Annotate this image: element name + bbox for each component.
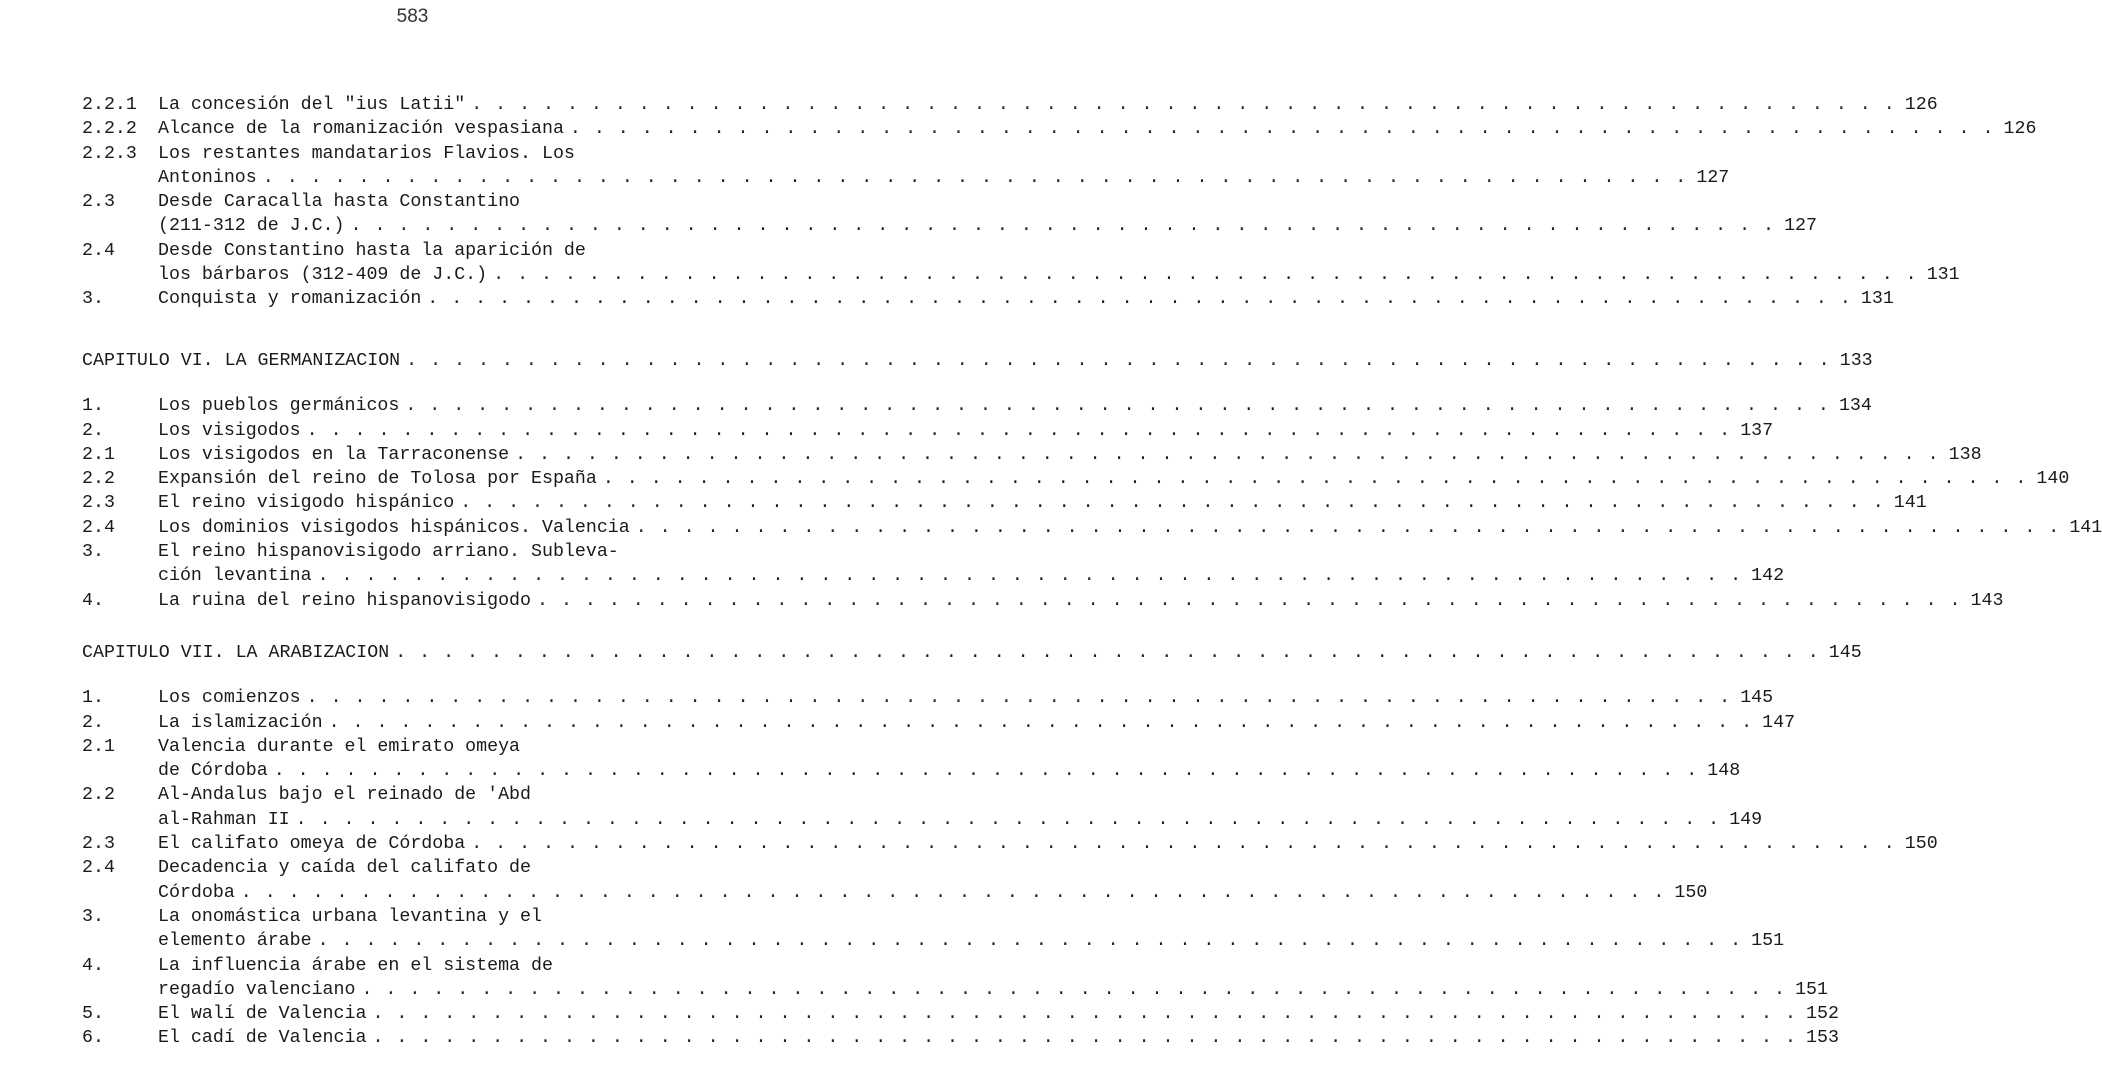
toc-line xyxy=(82,190,780,214)
entry-page: 143 xyxy=(1970,590,2004,611)
toc-line xyxy=(82,166,1730,190)
dot-leader: . . . . . . . . . . . . . . . . . . . . . . . . . . . . . . . . . . . . . . . . . . . . . . . . . . . . . . . . . . . . xyxy=(350,216,1775,237)
entry-number: 2.2 xyxy=(82,469,115,490)
entry-title: Decadencia y caída del califato de xyxy=(158,858,531,879)
entry-title: El cadí de Valencia xyxy=(158,1028,367,1049)
dot-leader: . . . . . . . . . . . . . . . . . . . . . . . . . . . . . . . . . . . . . . . . . . . . . . . . . . . . . . . . . . . . xyxy=(328,712,1754,733)
toc-line xyxy=(82,239,780,263)
dot-leader: . . . . . . . . . . . . . . . . . . . . . . . . . . . . . . . . . . . . . . . . . . . . . . . . . . . . . . . . . . . . xyxy=(635,517,2061,538)
toc-line xyxy=(82,759,1741,783)
toc-line xyxy=(82,263,1960,287)
entry-number: 2.2.3 xyxy=(82,143,137,164)
entry-page: 151 xyxy=(1751,931,1785,952)
entry-title: los bárbaros (312-409 de J.C.) xyxy=(158,265,488,286)
toc-entry xyxy=(82,287,1894,311)
entry-number: 2.2.1 xyxy=(82,95,137,115)
entry-title: La onomástica urbana levantina y el xyxy=(158,906,542,927)
entry-number: 2. xyxy=(82,420,104,441)
toc-section-germanization xyxy=(82,349,2102,613)
dot-leader: . . . . . . . . . . . . . . . . . . . . . . . . . . . . . . . . . . . . . . . . . . . . . . . . . . . . . . . . . . . . xyxy=(306,688,1732,709)
entry-title: Desde Caracalla hasta Constantino xyxy=(158,192,521,213)
toc-entry xyxy=(82,117,2037,141)
toc-line xyxy=(82,783,780,807)
entry-page: 150 xyxy=(1904,834,1938,855)
chapter-heading xyxy=(82,349,1873,373)
entry-title: Los visigodos en la Tarraconense xyxy=(158,444,510,465)
entry-number: 2.4 xyxy=(82,240,115,261)
entry-title: El reino hispanovisigodo arriano. Subleva- xyxy=(158,542,619,563)
entry-number: 2.1 xyxy=(82,444,115,465)
entry-title: Alcance de la romanización vespasiana xyxy=(158,119,564,140)
dot-leader: . . . . . . . . . . . . . . . . . . . . . . . . . . . . . . . . . . . . . . . . . . . . . . . . . . . . . . . . . . . . xyxy=(569,119,1995,140)
toc-entry xyxy=(82,1002,1839,1026)
toc-entry xyxy=(82,491,1927,515)
toc-line xyxy=(82,287,1894,311)
dot-leader: . . . . . . . . . . . . . . . . . . . . . . . . . . . . . . . . . . . . . . . . . . . . . . . . . . . . . . . . . . . . xyxy=(602,469,2028,490)
toc-entry xyxy=(82,142,1730,191)
entry-page: 138 xyxy=(1948,444,1982,465)
entry-page: 145 xyxy=(1828,643,1862,663)
entry-number: 2. xyxy=(82,712,104,733)
entry-title: El califato omeya de Córdoba xyxy=(158,834,466,855)
toc-line xyxy=(82,954,780,978)
entry-title: La ruina del reino hispanovisigodo xyxy=(158,590,531,611)
entry-title: Los visigodos xyxy=(158,420,301,441)
chapter-heading xyxy=(82,641,1862,665)
dot-leader: . . . . . . . . . . . . . . . . . . . . . . . . . . . . . . . . . . . . . . . . . . . . . . . . . . . . . . . . . . . . xyxy=(427,289,1852,310)
entry-page: 147 xyxy=(1762,712,1796,733)
toc-line xyxy=(82,142,780,166)
toc-line xyxy=(82,808,1763,832)
dot-leader: . . . . . . . . . . . . . . . . . . . . . . . . . . . . . . . . . . . . . . . . . . . . . . . . . . . . . . . . . . . . xyxy=(471,95,1896,115)
toc-line xyxy=(82,491,1927,515)
entry-title: al-Rahman II xyxy=(158,809,290,830)
entry-title: Antoninos xyxy=(158,167,257,188)
toc-entry xyxy=(82,589,2004,613)
entry-number: 2.4 xyxy=(82,517,115,538)
entry-title: Al-Andalus bajo el reinado de 'Abd xyxy=(158,785,531,806)
entry-page: 153 xyxy=(1806,1028,1839,1049)
entry-title: La influencia árabe en el sistema de xyxy=(158,955,553,976)
entry-page: 141 xyxy=(1893,493,1927,514)
toc-line xyxy=(82,881,1708,905)
entry-number: 2.4 xyxy=(82,858,115,879)
entry-number: 1. xyxy=(82,688,104,709)
toc-line xyxy=(82,686,1774,710)
entry-number: 3. xyxy=(82,906,104,927)
toc-line xyxy=(82,214,1817,238)
toc-line xyxy=(82,349,1873,373)
toc-line xyxy=(82,589,2004,613)
toc-line xyxy=(82,832,1938,856)
entry-page: 131 xyxy=(1860,289,1894,310)
entry-title: CAPITULO VII. LA ARABIZACION xyxy=(82,643,390,663)
dot-leader: . . . . . . . . . . . . . . . . . . . . . . . . . . . . . . . . . . . . . . . . . . . . . . . . . . . . . . . . . . . . xyxy=(537,590,1962,611)
dot-leader: . . . . . . . . . . . . . . . . . . . . . . . . . . . . . . . . . . . . . . . . . . . . . . . . . . . . . . . . . . . . xyxy=(262,167,1688,188)
entry-title: El reino visigodo hispánico xyxy=(158,493,455,514)
entry-number: 1. xyxy=(82,396,104,417)
toc-entry xyxy=(82,954,1828,1003)
entry-number: 6. xyxy=(82,1028,104,1049)
toc-line xyxy=(82,905,780,929)
toc-line xyxy=(82,540,780,564)
toc-entry xyxy=(82,467,2070,491)
entry-number: 2.2.2 xyxy=(82,119,137,140)
toc-entry xyxy=(82,540,1785,589)
dot-leader: . . . . . . . . . . . . . . . . . . . . . . . . . . . . . . . . . . . . . . . . . . . . . . . . . . . . . . . . . . . . xyxy=(395,643,1820,663)
toc-entry xyxy=(82,516,2102,540)
toc-line xyxy=(82,641,1862,665)
entry-number: 3. xyxy=(82,542,104,563)
entry-number: 4. xyxy=(82,955,104,976)
toc-entry xyxy=(82,783,1763,832)
entry-page: 134 xyxy=(1838,396,1872,417)
dot-leader: . . . . . . . . . . . . . . . . . . . . . . . . . . . . . . . . . . . . . . . . . . . . . . . . . . . . . . . . . . . . xyxy=(372,1028,1797,1049)
toc-entry xyxy=(82,1026,1839,1050)
dot-leader: . . . . . . . . . . . . . . . . . . . . . . . . . . . . . . . . . . . . . . . . . . . . . . . . . . . . . . . . . . . . xyxy=(460,493,1885,514)
toc-entry xyxy=(82,419,1774,443)
entry-title: El walí de Valencia xyxy=(158,1004,367,1025)
toc-line xyxy=(82,516,2102,540)
dot-leader: . . . . . . . . . . . . . . . . . . . . . . . . . . . . . . . . . . . . . . . . . . . . . . . . . . . . . . . . . . . . xyxy=(493,265,1918,286)
toc-entry xyxy=(82,443,1982,467)
entry-number: 2.3 xyxy=(82,192,115,213)
entry-title: Expansión del reino de Tolosa por España xyxy=(158,469,597,490)
toc-section-romanization xyxy=(82,93,2037,312)
toc-entry xyxy=(82,394,1872,418)
entry-number: 5. xyxy=(82,1004,104,1025)
toc-entry xyxy=(82,686,1774,710)
dot-leader: . . . . . . . . . . . . . . . . . . . . . . . . . . . . . . . . . . . . . . . . . . . . . . . . . . . . . . . . . . . . xyxy=(406,351,1831,371)
entry-page: 145 xyxy=(1740,688,1774,709)
entry-title: Los dominios visigodos hispánicos. Valencia xyxy=(158,517,630,538)
entry-page: 141 xyxy=(2069,517,2102,538)
entry-title: ción levantina xyxy=(158,566,312,587)
toc-line xyxy=(82,419,1774,443)
dot-leader: . . . . . . . . . . . . . . . . . . . . . . . . . . . . . . . . . . . . . . . . . . . . . . . . . . . . . . . . . . . . xyxy=(273,761,1699,782)
toc-section-arabization xyxy=(82,641,1938,1051)
toc-entry xyxy=(82,735,1741,784)
entry-number: 2.3 xyxy=(82,493,115,514)
entry-title: Los restantes mandatarios Flavios. Los xyxy=(158,143,575,164)
dot-leader: . . . . . . . . . . . . . . . . . . . . . . . . . . . . . . . . . . . . . . . . . . . . . . . . . . . . . . . . . . . . xyxy=(515,444,1940,465)
entry-page: 126 xyxy=(1904,95,1938,115)
page-number: 583 xyxy=(396,6,429,27)
toc-line xyxy=(82,856,780,880)
entry-page: 149 xyxy=(1729,809,1763,830)
entry-page: 152 xyxy=(1806,1004,1839,1025)
entry-number: 2.1 xyxy=(82,736,115,757)
entry-title: La islamización xyxy=(158,712,323,733)
entry-title: elemento árabe xyxy=(158,931,312,952)
entry-title: de Córdoba xyxy=(158,761,268,782)
entry-page: 127 xyxy=(1784,216,1817,237)
toc-line xyxy=(82,735,780,759)
dot-leader: . . . . . . . . . . . . . . . . . . . . . . . . . . . . . . . . . . . . . . . . . . . . . . . . . . . . . . . . . . . . xyxy=(317,931,1743,952)
toc-entry xyxy=(82,239,1960,288)
toc-line xyxy=(82,394,1872,418)
entry-page: 133 xyxy=(1839,351,1873,371)
entry-title: (211-312 de J.C.) xyxy=(158,216,345,237)
entry-number: 2.2 xyxy=(82,785,115,806)
toc-line xyxy=(82,1002,1839,1026)
entry-page: 127 xyxy=(1696,167,1730,188)
entry-number: 2.3 xyxy=(82,834,115,855)
toc-line xyxy=(82,711,1796,735)
entry-number: 3. xyxy=(82,289,104,310)
toc-entry xyxy=(82,190,1817,239)
entry-page: 131 xyxy=(1926,265,1960,286)
toc-line xyxy=(82,1026,1839,1050)
toc-line xyxy=(82,117,2037,141)
toc-line xyxy=(82,93,1938,117)
toc-entry xyxy=(82,93,1938,117)
entry-page: 150 xyxy=(1674,882,1708,903)
dot-leader: . . . . . . . . . . . . . . . . . . . . . . . . . . . . . . . . . . . . . . . . . . . . . . . . . . . . . . . . . . . . xyxy=(361,979,1786,1000)
toc-entry xyxy=(82,905,1785,954)
entry-page: 151 xyxy=(1795,979,1828,1000)
entry-title: Los pueblos germánicos xyxy=(158,396,400,417)
entry-title: Conquista y romanización xyxy=(158,289,422,310)
entry-title: CAPITULO VI. LA GERMANIZACION xyxy=(82,351,401,371)
toc-line xyxy=(82,564,1785,588)
toc-entry xyxy=(82,832,1938,856)
entry-page: 126 xyxy=(2003,119,2037,140)
entry-title: Los comienzos xyxy=(158,688,301,709)
dot-leader: . . . . . . . . . . . . . . . . . . . . . . . . . . . . . . . . . . . . . . . . . . . . . . . . . . . . . . . . . . . . xyxy=(317,566,1743,587)
dot-leader: . . . . . . . . . . . . . . . . . . . . . . . . . . . . . . . . . . . . . . . . . . . . . . . . . . . . . . . . . . . . xyxy=(306,420,1732,441)
toc-line xyxy=(82,467,2070,491)
entry-page: 140 xyxy=(2036,469,2070,490)
dot-leader: . . . . . . . . . . . . . . . . . . . . . . . . . . . . . . . . . . . . . . . . . . . . . . . . . . . . . . . . . . . . xyxy=(240,882,1666,903)
entry-title: Valencia durante el emirato omeya xyxy=(158,736,521,757)
dot-leader: . . . . . . . . . . . . . . . . . . . . . . . . . . . . . . . . . . . . . . . . . . . . . . . . . . . . . . . . . . . . xyxy=(372,1004,1797,1025)
entry-page: 142 xyxy=(1751,566,1785,587)
toc-line xyxy=(82,929,1785,953)
entry-title: regadío valenciano xyxy=(158,979,356,1000)
entry-title: Desde Constantino hasta la aparición de xyxy=(158,240,586,261)
toc-entry xyxy=(82,711,1796,735)
dot-leader: . . . . . . . . . . . . . . . . . . . . . . . . . . . . . . . . . . . . . . . . . . . . . . . . . . . . . . . . . . . . xyxy=(295,809,1721,830)
toc-line xyxy=(82,443,1982,467)
entry-page: 137 xyxy=(1740,420,1774,441)
entry-page: 148 xyxy=(1707,761,1741,782)
entry-title: La concesión del "ius Latii" xyxy=(158,95,466,115)
toc-line xyxy=(82,978,1828,1002)
toc-entry xyxy=(82,856,1708,905)
entry-title: Córdoba xyxy=(158,882,235,903)
entry-number: 4. xyxy=(82,590,104,611)
dot-leader: . . . . . . . . . . . . . . . . . . . . . . . . . . . . . . . . . . . . . . . . . . . . . . . . . . . . . . . . . . . . xyxy=(405,396,1830,417)
dot-leader: . . . . . . . . . . . . . . . . . . . . . . . . . . . . . . . . . . . . . . . . . . . . . . . . . . . . . . . . . . . . xyxy=(471,834,1896,855)
